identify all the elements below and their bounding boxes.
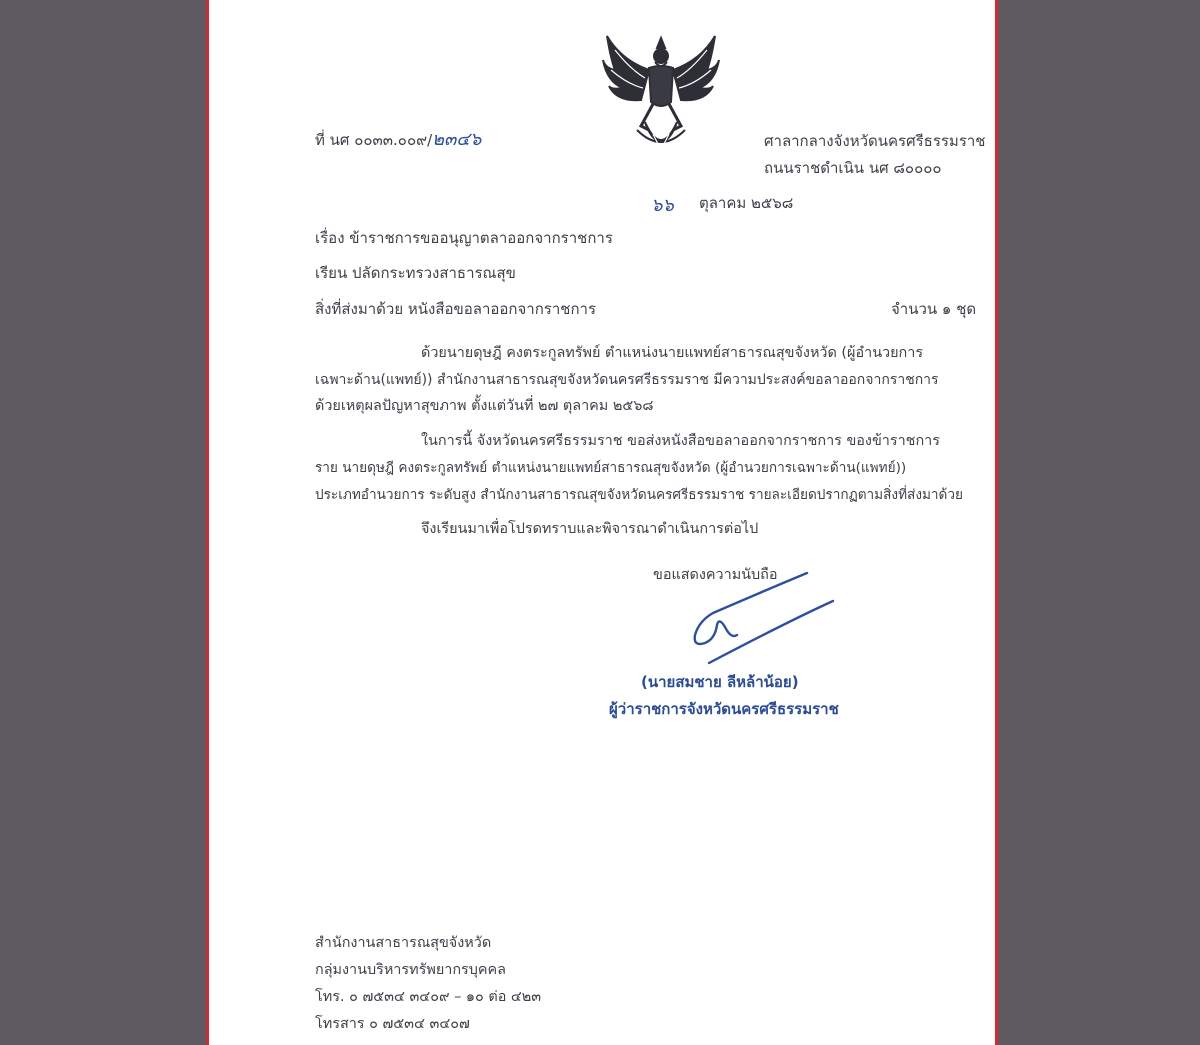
handwritten-signature-icon: [679, 565, 849, 665]
paragraph2-line3: ประเภทอำนวยการ ระดับสูง สำนักงานสาธารณสุขจังหวัดนครศรีธรรมราช รายละเอียดปรากฏตามสิ่งที่ส่งมาด้วย: [315, 487, 963, 503]
subject-line: เรื่อง ข้าราชการขออนุญาตลาออกจากราชการ: [315, 229, 613, 247]
closing-request: จึงเรียนมาเพื่อโปรดทราบและพิจารณาดำเนินการต่อไป: [421, 521, 759, 537]
paragraph2-line2: ราย นายดุษฎี คงตระกูลทรัพย์ ตำแหน่งนายแพทย์สาธารณสุขจังหวัด (ผู้อำนวยการเฉพาะด้าน(แพทย์)): [315, 460, 907, 476]
reference-number: [315, 130, 481, 150]
date-handwritten-day: ๖๖: [651, 195, 674, 216]
footer-division: กลุ่มงานบริหารทรัพยากรบุคคล: [315, 962, 506, 978]
paragraph2-line1: ในการนี้ จังหวัดนครศรีธรรมราช ขอส่งหนังสือขอลาออกจากราชการ ของข้าราชการ: [421, 433, 940, 449]
footer-phone: โทร. ๐ ๗๕๓๔ ๓๔๐๙ – ๑๐ ต่อ ๔๒๓: [315, 989, 542, 1005]
signatory-position: ผู้ว่าราชการจังหวัดนครศรีธรรมราช: [609, 700, 839, 718]
footer-office: สำนักงานสาธารณสุขจังหวัด: [315, 935, 492, 951]
reference-handwritten-number: ๒๓๔๖: [432, 129, 482, 150]
paragraph1-line3: ด้วยเหตุผลปัญหาสุขภาพ ตั้งแต่วันที่ ๒๗ ตุลาคม ๒๕๖๘: [315, 398, 654, 414]
enclosure-line: สิ่งที่ส่งมาด้วย หนังสือขอลาออกจากราชการ: [315, 300, 597, 318]
garuda-emblem-icon: [601, 30, 721, 160]
footer-fax: โทรสาร ๐ ๗๕๓๔ ๓๔๐๗: [315, 1016, 470, 1032]
salutation: ขอแสดงความนับถือ: [653, 567, 778, 583]
sender-address-line2: ถนนราชดำเนิน นศ ๘๐๐๐๐: [764, 159, 942, 177]
sender-address-line1: ศาลากลางจังหวัดนครศรีธรรมราช: [764, 132, 986, 150]
signatory-name: (นายสมชาย ลีหล้าน้อย): [641, 673, 799, 691]
date-month-year: ตุลาคม ๒๕๖๘: [699, 194, 794, 212]
enclosure-amount: จำนวน ๑ ชุด: [891, 300, 977, 318]
recipient-line: เรียน ปลัดกระทรวงสาธารณสุข: [315, 264, 516, 282]
paragraph1-line1: ด้วยนายดุษฎี คงตระกูลทรัพย์ ตำแหน่งนายแพทย์สาธารณสุขจังหวัด (ผู้อำนวยการ: [421, 345, 924, 361]
reference-prefix: ที่ นศ ๐๐๓๓.๐๐๙/: [315, 131, 433, 149]
document-page: [206, 0, 998, 1045]
paragraph1-line2: เฉพาะด้าน(แพทย์)) สำนักงานสาธารณสุขจังหวัดนครศรีธรรมราช มีความประสงค์ขอลาออกจากราชการ: [315, 372, 939, 388]
